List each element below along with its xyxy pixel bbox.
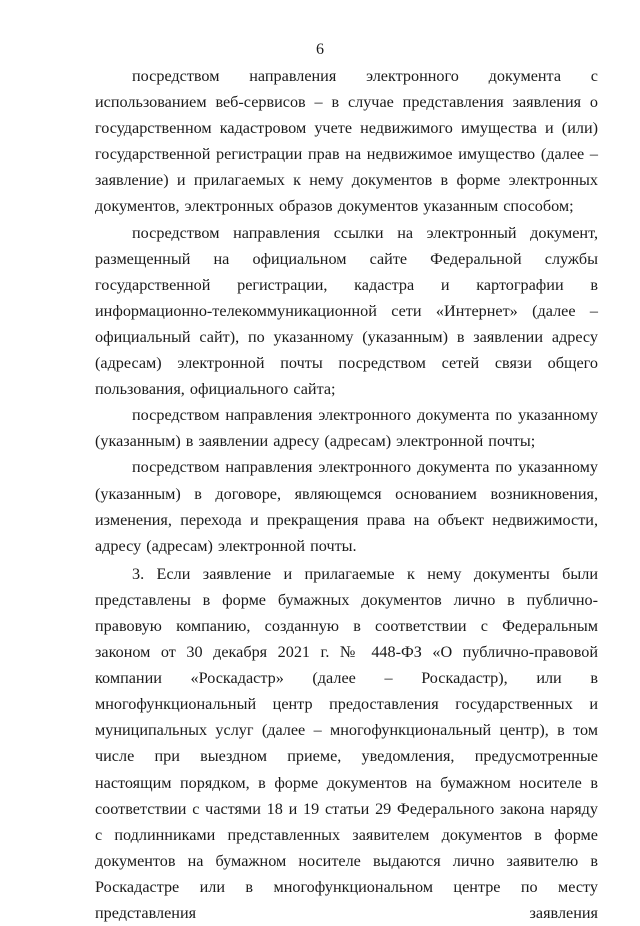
paragraph-web-services: посредством направления электронного документа с использованием веб-сервисов – в случае представления заявления о государственном кадастровом учете недвижимого имущества и (или) государственной регистрации прав на недвижимое имущество (далее – заявление) и прилагаемых к нему документов в форме электронных документов, электронных образов документов указанным способом;	[95, 67, 598, 216]
page-number: 6	[316, 41, 324, 58]
document-body	[95, 63, 598, 926]
paragraph-link-official-site: посредством направления ссылки на электронный документ, размещенный на официальном сайте Федеральной службы государственной регистрации, кадастра и картографии в информационно-телекоммуникационной сети «Интернет» (далее – официальный сайт), по указанному (указанным) в заявлении адресу (адресам) электронной почты посредством сетей связи общего пользования, официального сайта;	[95, 223, 598, 399]
paragraph-item-3: 3. Если заявление и прилагаемые к нему документы были представлены в форме бумажных документов лично в публично-правовую компанию, созданную в соответствии с Федеральным законом от 30 декабря 2021 г. № 448-ФЗ «О публично-правовой компании «Роскадастр» (далее – Роскадастр), или в многофункциональный центр предоставления государственных и муниципальных услуг (далее – многофункциональный центр), в том числе при выездном приеме, уведомления, предусмотренные настоящим порядком, в форме документов на бумажном носителе в соответствии с частями 18 и 19 статьи 29 Федерального закона наряду с подлинниками представленных заявителем документов в форме документов на бумажном носителе выдаются лично заявителю в Роскадастре или в многофункциональном центре по месту представления заявления	[95, 564, 598, 922]
paragraph-email-contract: посредством направления электронного документа по указанному (указанным) в договоре, являющемся основанием возникновения, изменения, перехода и прекращения права на объект недвижимости, адресу (адресам) электронной почты.	[95, 458, 598, 555]
paragraph-email-application: посредством направления электронного документа по указанному (указанным) в заявлении адресу (адресам) электронной почты;	[95, 406, 598, 451]
